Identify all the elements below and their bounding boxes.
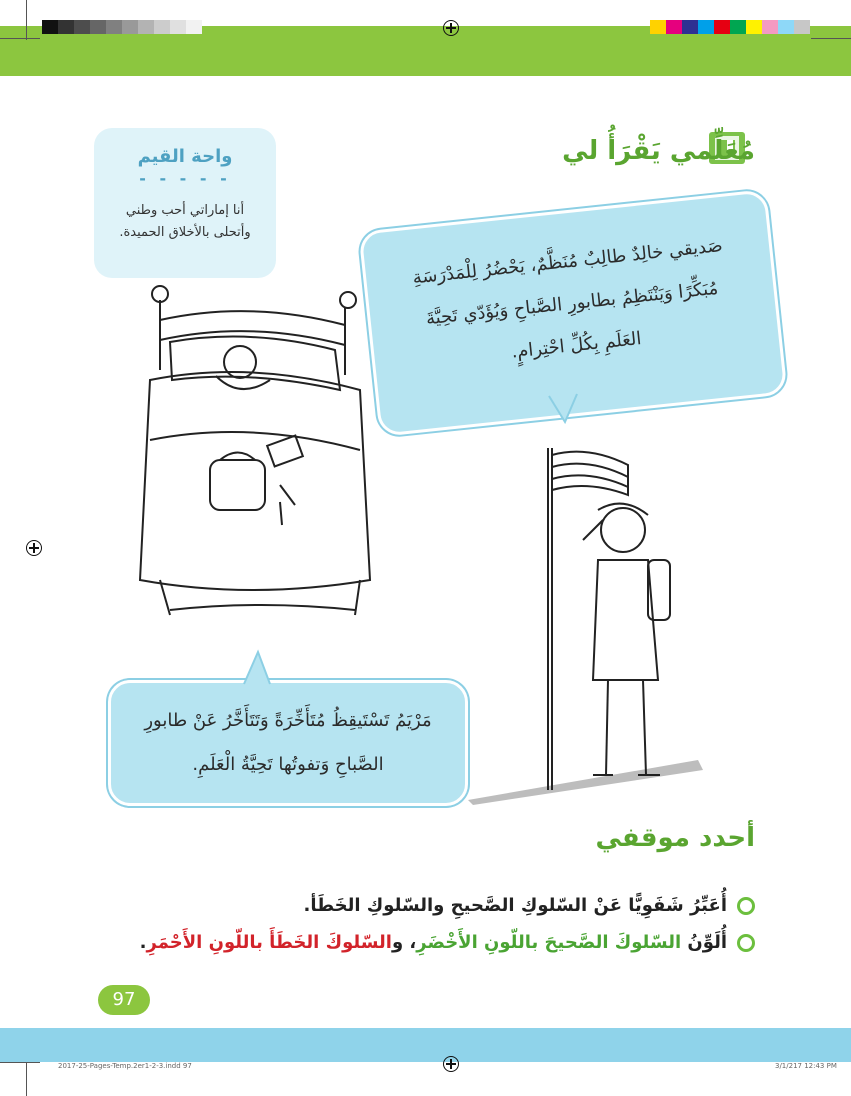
saluting-boy-illustration bbox=[468, 440, 708, 810]
bullet-icon bbox=[737, 934, 755, 952]
item-2-verb: أُلَوِّنُ bbox=[681, 932, 727, 953]
item-2-wrong: السّلوكَ الخَطَأَ باللّونِ الأَحْمَرِ bbox=[146, 932, 392, 953]
activity-heading: أحدد موقفي bbox=[595, 823, 755, 853]
lesson-title: مُعَلِّمي يَقْرَأُ لي bbox=[562, 136, 755, 166]
registration-mark-icon bbox=[26, 540, 42, 556]
values-box bbox=[94, 128, 276, 278]
color-swatch bbox=[794, 20, 810, 34]
gray-swatch bbox=[58, 20, 74, 34]
grayscale-swatches bbox=[42, 20, 202, 34]
bullet-icon bbox=[737, 897, 755, 915]
gray-swatch bbox=[106, 20, 122, 34]
bubble-bottom-line-2: الصَّباحِ وَتفوتُها تَحِيَّةُ الْعَلَمِ. bbox=[192, 754, 384, 775]
values-box-text bbox=[94, 200, 276, 244]
gray-swatch bbox=[74, 20, 90, 34]
page-number: 97 bbox=[98, 985, 150, 1015]
color-swatch bbox=[650, 20, 666, 34]
values-line-2: وأتحلى بالأخلاق الحميدة. bbox=[119, 225, 251, 240]
gray-swatch bbox=[186, 20, 202, 34]
dashed-divider: - - - - - bbox=[139, 169, 231, 188]
color-swatch bbox=[746, 20, 762, 34]
color-swatch bbox=[762, 20, 778, 34]
gray-swatch bbox=[90, 20, 106, 34]
color-swatches bbox=[650, 20, 810, 34]
bubble-tail bbox=[545, 392, 585, 426]
gray-swatch bbox=[122, 20, 138, 34]
color-swatch bbox=[714, 20, 730, 34]
activity-item-2 bbox=[55, 932, 755, 953]
footer-date: 3/1/217 12:43 PM bbox=[775, 1062, 837, 1070]
color-swatch bbox=[698, 20, 714, 34]
item-2-joiner: ، و bbox=[391, 932, 417, 953]
activity-item-2-text bbox=[140, 932, 727, 953]
bubble-top-line-2: مُبَكِّرًا وَيَنْتَظِمُ بطابورِ الصَّباحِ وَيُؤَدّي تَحِيَّةَ bbox=[424, 277, 720, 330]
crop-mark bbox=[811, 38, 851, 39]
color-swatch bbox=[730, 20, 746, 34]
activity-item-1-text: أُعَبِّرُ شَفَوِيًّا عَنْ السّلوكِ الصَّحيحِ والسّلوكِ الخَطَأ. bbox=[303, 895, 727, 916]
footer-band bbox=[0, 1028, 851, 1062]
gray-swatch bbox=[42, 20, 58, 34]
bubble-top-line-1: صَديقي خالِدٌ طالِبٌ مُنَظَّمٌ، يَحْضُرُ لِلْمَدْرَسَةِ bbox=[411, 235, 724, 289]
gray-swatch bbox=[138, 20, 154, 34]
bubble-top-line-3: العَلَمِ بِكُلِّ احْتِرامٍ. bbox=[510, 328, 643, 363]
item-2-correct: السّلوكَ الصَّحيحَ باللّونِ الأَخْضَرِ bbox=[416, 932, 682, 953]
registration-mark-icon bbox=[443, 1056, 459, 1072]
crop-mark bbox=[0, 1062, 40, 1063]
values-line-1: أنا إماراتي أحب وطني bbox=[125, 203, 245, 218]
crop-mark bbox=[26, 0, 27, 40]
bubble-bottom-line-1: مَرْيَمُ تَسْتَيقِظُ مُتَأَخِّرَةً وَتَتَأَخَّرُ عَنْ طابورِ bbox=[144, 710, 432, 731]
gray-swatch bbox=[170, 20, 186, 34]
values-box-title: واحة القيم bbox=[137, 146, 233, 167]
sleeping-girl-illustration bbox=[120, 280, 380, 620]
color-swatch bbox=[666, 20, 682, 34]
registration-mark-icon bbox=[443, 20, 459, 36]
speech-bubble-maryam bbox=[108, 680, 468, 806]
item-2-period: . bbox=[139, 932, 147, 953]
footer-filename: 2017-25-Pages-Temp.2er1-2-3.indd 97 bbox=[58, 1062, 192, 1070]
gray-swatch bbox=[154, 20, 170, 34]
crop-mark bbox=[0, 38, 40, 39]
color-swatch bbox=[778, 20, 794, 34]
crop-mark bbox=[26, 1062, 27, 1096]
activity-item-1 bbox=[55, 895, 755, 916]
bubble-tail bbox=[238, 648, 278, 686]
color-swatch bbox=[682, 20, 698, 34]
